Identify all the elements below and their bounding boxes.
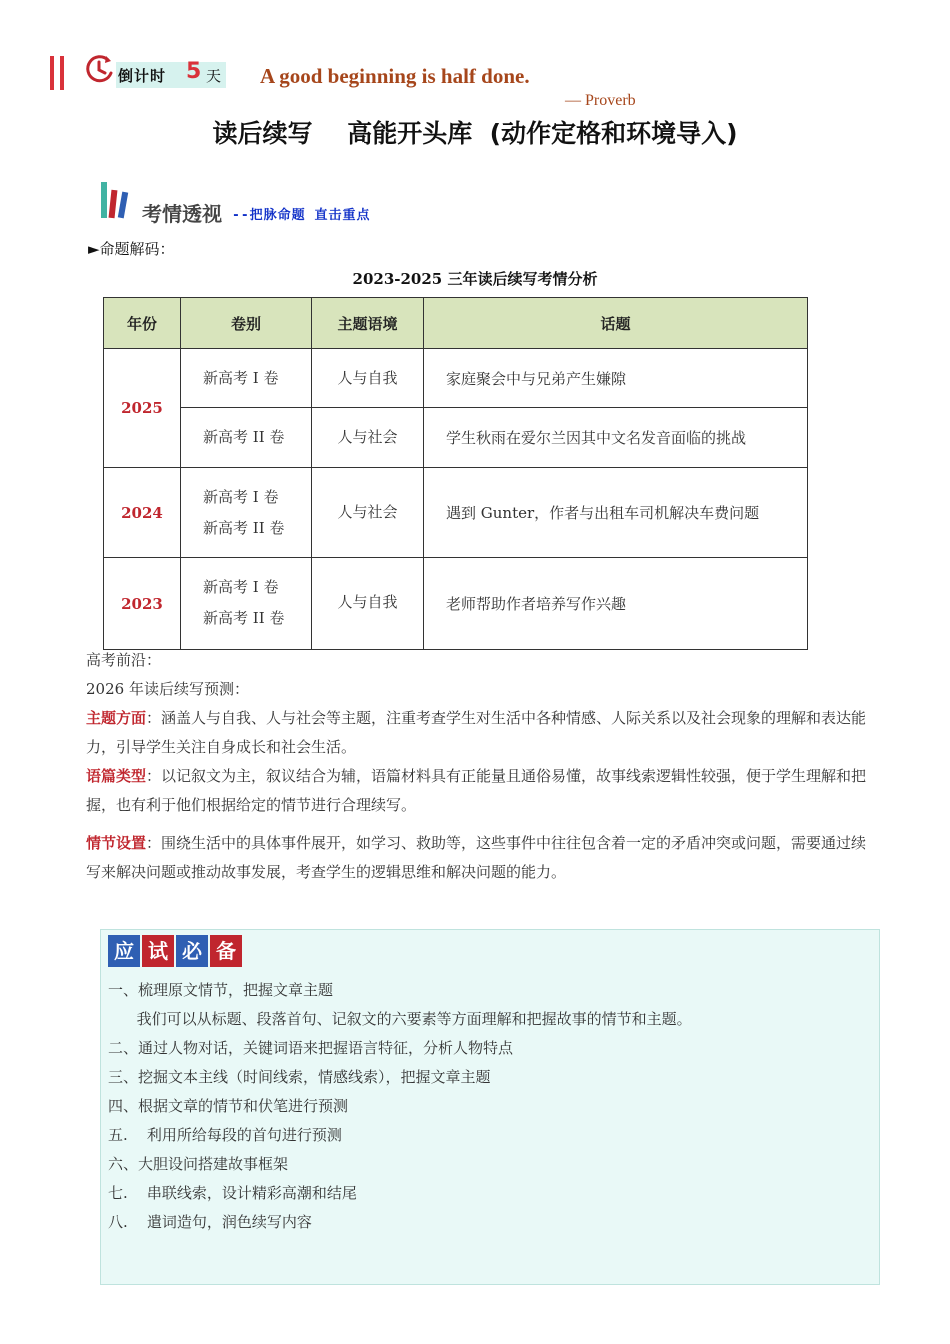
- tip-line: 三、挖掘文本主线（时间线索，情感线索），把握文章主题: [108, 1068, 491, 1086]
- exam-cell: 新高考 II 卷: [181, 408, 312, 468]
- header-topic: 话题: [424, 298, 808, 349]
- exam-cell: 新高考 I 卷 新高考 II 卷: [181, 468, 312, 558]
- tip-line: 八. 遣词造句，润色续写内容: [108, 1213, 312, 1231]
- tag-shi: 试: [142, 935, 174, 967]
- forecast-plot: [86, 829, 876, 887]
- theme-cell: 人与社会: [312, 408, 424, 468]
- section-subheading: --把脉命题 直击重点: [232, 208, 371, 223]
- books-icon: [100, 182, 130, 220]
- header-exam: 卷别: [181, 298, 312, 349]
- decor-bars: [50, 56, 66, 90]
- year-cell: 2023: [104, 558, 181, 650]
- tip-line: 六、大胆设问搭建故事框架: [108, 1155, 289, 1173]
- countdown-unit: 天: [206, 67, 222, 85]
- countdown-label: 倒计时: [118, 67, 167, 85]
- tip-line: 我们可以从标题、段落首句、记叙文的六要素等方面理解和把握故事的情节和主题。: [108, 1010, 692, 1028]
- proverb-attribution: — Proverb: [565, 92, 636, 109]
- table-row: [104, 558, 808, 650]
- prediction-label: 2026 年读后续写预测：: [86, 680, 249, 698]
- theme-cell: 人与自我: [312, 349, 424, 408]
- analysis-table: [103, 297, 808, 650]
- exam-cell: 新高考 I 卷 新高考 II 卷: [181, 558, 312, 650]
- table-title: 2023-2025 三年读后续写考情分析: [352, 270, 598, 288]
- forecast-key: 主题方面: [86, 709, 147, 727]
- table-row: [104, 468, 808, 558]
- forecast-key: 语篇类型: [86, 767, 147, 785]
- theme-cell: 人与社会: [312, 468, 424, 558]
- topic-cell: 老师帮助作者培养写作兴趣: [424, 558, 808, 650]
- table-header-row: [104, 298, 808, 349]
- page-title: 读后续写 高能开头库 (动作定格和环境导入): [212, 119, 738, 148]
- table-row: [104, 408, 808, 468]
- countdown-badge: [116, 59, 226, 88]
- topic-cell: 学生秋雨在爱尔兰因其中文名发音面临的挑战: [424, 408, 808, 468]
- header-year: 年份: [104, 298, 181, 349]
- year-cell: 2024: [104, 468, 181, 558]
- forecast-genre: [86, 762, 876, 820]
- topic-cell: 家庭聚会中与兄弟产生嫌隙: [424, 349, 808, 408]
- year-cell: 2025: [104, 349, 181, 468]
- motto: A good beginning is half done.: [260, 64, 530, 88]
- tip-line: 五. 利用所给每段的首句进行预测: [108, 1126, 342, 1144]
- exam-cell: 新高考 I 卷: [181, 349, 312, 408]
- section-heading: 考情透视: [142, 202, 222, 226]
- forecast-theme: [86, 704, 876, 762]
- tip-line: 七. 串联线索，设计精彩高潮和结尾: [108, 1184, 357, 1202]
- theme-cell: 人与自我: [312, 558, 424, 650]
- frontier-label: 高考前沿：: [86, 651, 162, 669]
- tip-line: 四、根据文章的情节和伏笔进行预测: [108, 1097, 349, 1115]
- forecast-text: ：涵盖人与自我、人与社会等主题，注重考查学生对生活中各种情感、人际关系以及社会现象的理解和表达能力，引导学生关注自身成长和社会生活。: [86, 709, 867, 756]
- decode-label: ►命题解码：: [88, 240, 175, 258]
- tag-ying: 应: [108, 935, 140, 967]
- topic-cell: 遇到 Gunter，作者与出租车司机解决车费问题: [424, 468, 808, 558]
- tip-line: 二、通过人物对话，关键词语来把握语言特征，分析人物特点: [108, 1039, 514, 1057]
- clock-icon: [84, 53, 116, 85]
- table-row: [104, 349, 808, 408]
- forecast-text: ：围绕生活中的具体事件展开，如学习、救助等，这些事件中往往包含着一定的矛盾冲突或问题，需要通过续写来解决问题或推动故事发展，考查学生的逻辑思维和解决问题的能力。: [86, 834, 867, 881]
- forecast-text: ：以记叙文为主，叙议结合为辅，语篇材料具有正能量且通俗易懂，故事线索逻辑性较强，便于学生理解和把握，也有利于他们根据给定的情节进行合理续写。: [86, 767, 867, 814]
- forecast-key: 情节设置: [86, 834, 147, 852]
- header-theme: 主题语境: [312, 298, 424, 349]
- countdown-number: 5: [186, 59, 202, 84]
- tag-bi: 必: [176, 935, 208, 967]
- tag-bei: 备: [210, 935, 242, 967]
- tip-line: 一、梳理原文情节，把握文章主题: [108, 981, 334, 999]
- exam-essentials-box: [100, 929, 880, 1285]
